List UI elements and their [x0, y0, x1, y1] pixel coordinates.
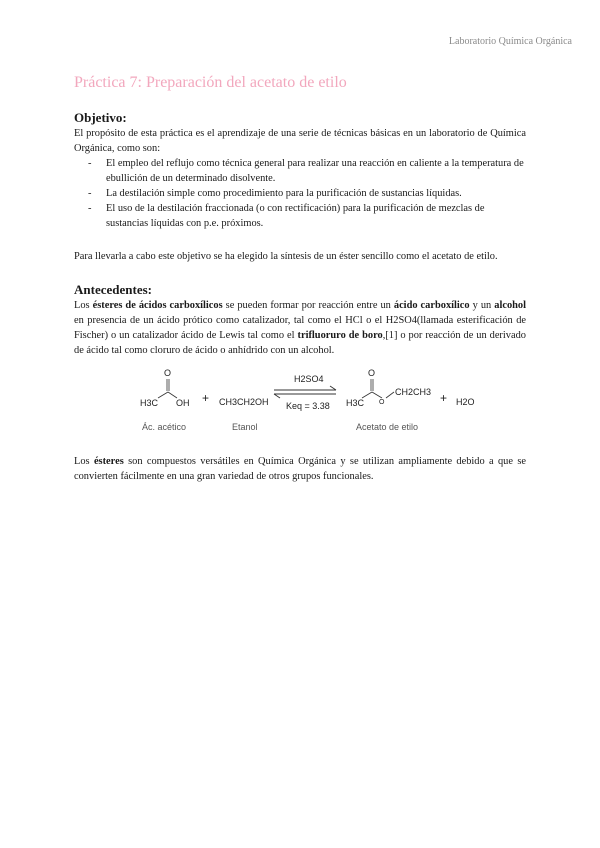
product1-label: Acetato de etilo: [356, 422, 419, 432]
term-acido-carboxilico: ácido carboxílico: [393, 300, 470, 311]
reactant1-oxygen: O: [164, 368, 172, 378]
term-esteres: ésteres: [93, 456, 124, 467]
document-body: [74, 110, 526, 484]
list-item-text: El empleo del reflujo como técnica general para realizar una reacción en caliente a la temperatura de ebullición de un determinado disolvente.: [106, 158, 524, 184]
reaction-scheme: [74, 364, 526, 442]
reactant1-label: Ác. acético: [142, 422, 187, 432]
dash-bullet: -: [88, 188, 92, 199]
objetivo-heading: Objetivo:: [74, 110, 127, 125]
objetivo-intro: El propósito de esta práctica es el aprendizaje de una serie de técnicas básicas en un laboratorio de Química Orgánica, como son:: [74, 128, 526, 154]
dash-bullet: -: [88, 203, 92, 214]
reactant2-formula: CH3CH2OH: [219, 397, 269, 407]
objetivo-conclusion: Para llevarla a cabo este objetivo se ha elegido la síntesis de un éster sencillo como el acetato de etilo.: [74, 251, 498, 262]
product1-right: CH2CH3: [395, 387, 432, 397]
dash-bullet: -: [88, 158, 92, 169]
keq-label: Keq = 3.38: [286, 401, 330, 411]
term-esteres-acidos: ésteres de ácidos carboxílicos: [92, 300, 223, 311]
reactant1-left: H3C: [140, 398, 159, 408]
svg-text:O: O: [379, 399, 385, 406]
list-item-text: El uso de la destilación fraccionada (o con rectificación) para la purificación de mezclas de sustancias líquidas con p.e. próximos.: [106, 203, 485, 229]
reactant2-label: Etanol: [232, 422, 258, 432]
reactant1-right: OH: [176, 398, 190, 408]
product1-left: H3C: [346, 398, 365, 408]
reaction-diagram: [74, 364, 526, 442]
plus-sign: +: [202, 391, 210, 405]
antecedentes-paragraph-1: Los ésteres de ácidos carboxílicos se pueden formar por reacción entre un ácido carboxílico y un alcohol en presencia de un ácido prótico como catalizador, tal como el HCl o el H2SO4(llamada esterificación de Fischer) o un catalizador ácido de Lewis tal como el trifluoruro de boro,[1] o por reacción de un derivado de ácido tal como cloruro de ácido o anhídrido con un alcohol.: [74, 300, 527, 356]
list-item-text: La destilación simple como procedimiento para la purificación de sustancias líquidas.: [106, 188, 462, 199]
plus-sign: +: [440, 391, 448, 405]
antecedentes-heading: Antecedentes:: [74, 282, 152, 297]
antecedentes-paragraph-2: Los ésteres son compuestos versátiles en Química Orgánica y se utilizan ampliamente debido a que se convierten fácilmente en una gran variedad de otros grupos funcionales.: [74, 456, 526, 482]
header-course: Laboratorio Química Orgánica: [448, 36, 572, 47]
product2-formula: H2O: [456, 397, 475, 407]
objetivo-list: [74, 156, 526, 231]
product1-oxygen: O: [368, 368, 376, 378]
term-trifluoruro: trifluoruro de boro: [297, 330, 383, 341]
list-item: [74, 201, 526, 231]
catalyst-label: H2SO4: [294, 374, 324, 384]
term-alcohol: alcohol: [494, 300, 527, 311]
list-item: [74, 156, 526, 186]
list-item: [74, 186, 526, 201]
page-title: Práctica 7: Preparación del acetato de etilo: [74, 74, 347, 91]
